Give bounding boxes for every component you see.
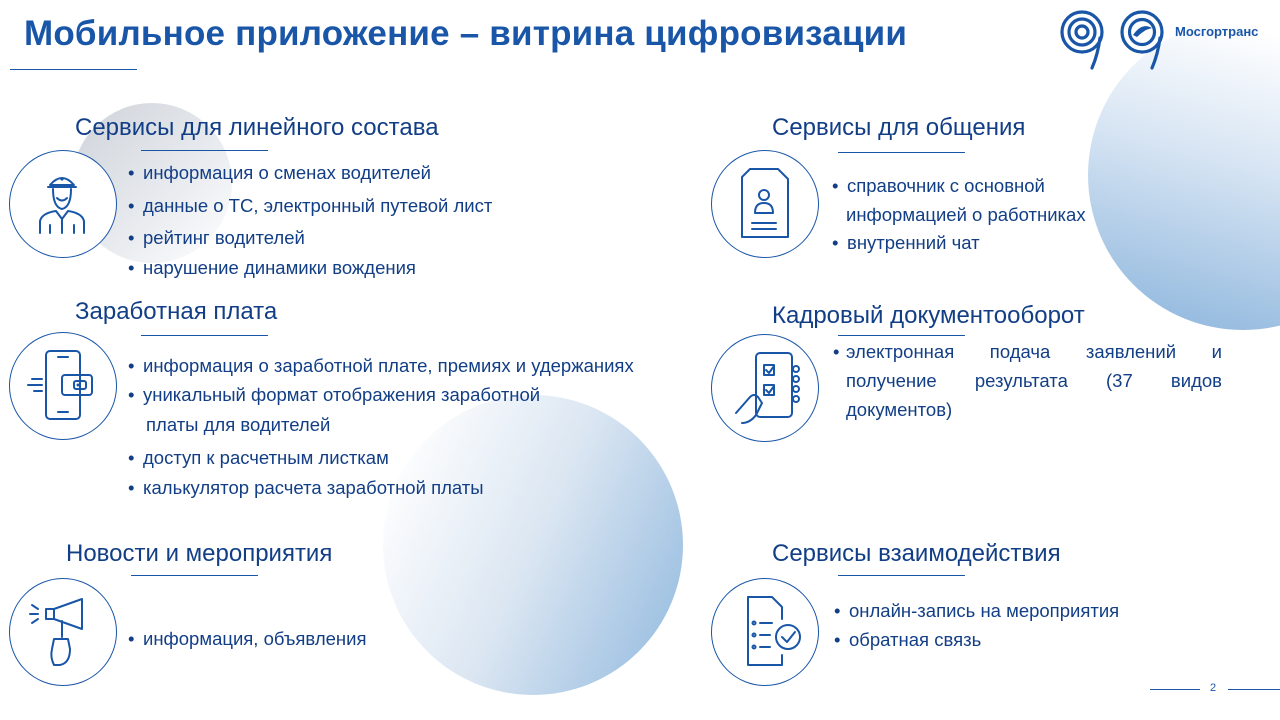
heading-communication: Сервисы для общения — [772, 114, 1026, 141]
list-salary — [128, 351, 634, 409]
list-item: • калькулятор расчета заработной платы — [128, 473, 484, 503]
icon-circle-communication — [711, 150, 819, 258]
heading-hr-docs: Кадровый документооборот — [772, 302, 1085, 329]
list-item-continuation: информацией о работниках — [846, 204, 1086, 225]
icon-circle-news — [9, 578, 117, 686]
heading-underline — [838, 152, 965, 153]
document-check-icon — [712, 579, 817, 684]
heading-underline — [141, 335, 268, 336]
list-salary-more — [128, 443, 484, 503]
heading-line-staff: Сервисы для линейного состава — [75, 114, 439, 141]
list-communication-more — [832, 228, 980, 257]
list-item: • уникальный формат отображения заработной — [128, 380, 634, 409]
heading-underline — [131, 575, 258, 576]
moscow-transport-logo-icon — [1056, 8, 1110, 70]
heading-underline — [838, 575, 965, 576]
icon-circle-interaction — [711, 578, 819, 686]
id-card-icon — [712, 151, 817, 256]
megaphone-icon — [10, 579, 115, 684]
list-item: • информация о сменах водителей — [128, 156, 492, 189]
list-item: • данные о ТС, электронный путевой лист — [128, 189, 492, 222]
driver-icon — [10, 151, 115, 256]
list-item: • рейтинг водителей — [128, 222, 492, 253]
list-interaction — [834, 596, 1119, 654]
phone-wallet-icon — [10, 333, 115, 438]
footer-rule-right — [1228, 689, 1280, 690]
list-news — [128, 624, 367, 653]
list-item: • справочник с основной — [832, 171, 1045, 200]
icon-circle-line-staff — [9, 150, 117, 258]
heading-underline — [141, 150, 268, 151]
phone-checklist-icon — [712, 335, 817, 440]
brand-name: Мосгортранс — [1175, 24, 1259, 39]
page-number: 2 — [1210, 682, 1217, 694]
list-item: • информация, объявления — [128, 624, 367, 653]
bullet: • — [833, 341, 840, 362]
icon-circle-hr-docs — [711, 334, 819, 442]
list-item-continuation: платы для водителей — [146, 414, 331, 435]
list-item: • онлайн-запись на мероприятия — [834, 596, 1119, 625]
heading-interaction: Сервисы взаимодействия — [772, 540, 1061, 567]
title-underline — [10, 69, 137, 70]
list-communication — [832, 171, 1045, 200]
heading-salary: Заработная плата — [75, 298, 278, 325]
page-title: Мобильное приложение – витрина цифровизации — [24, 14, 908, 53]
heading-news: Новости и мероприятия — [66, 540, 333, 567]
list-item: • доступ к расчетным листкам — [128, 443, 484, 473]
list-line-staff — [128, 156, 492, 283]
list-item: • нарушение динамики вождения — [128, 253, 492, 283]
list-item: • внутренний чат — [832, 228, 980, 257]
list-item: • обратная связь — [834, 625, 1119, 654]
list-item: электронная подача заявлений и получение результата (37 видов документов) — [846, 341, 1222, 420]
decorative-blob-blue-center — [383, 395, 683, 695]
mosgortrans-logo-icon — [1115, 8, 1171, 70]
list-item: • информация о заработной плате, премиях и удержаниях — [128, 351, 634, 380]
heading-underline — [838, 335, 965, 336]
hr-docs-item — [833, 337, 1222, 424]
footer-rule-left — [1150, 689, 1200, 690]
icon-circle-salary — [9, 332, 117, 440]
